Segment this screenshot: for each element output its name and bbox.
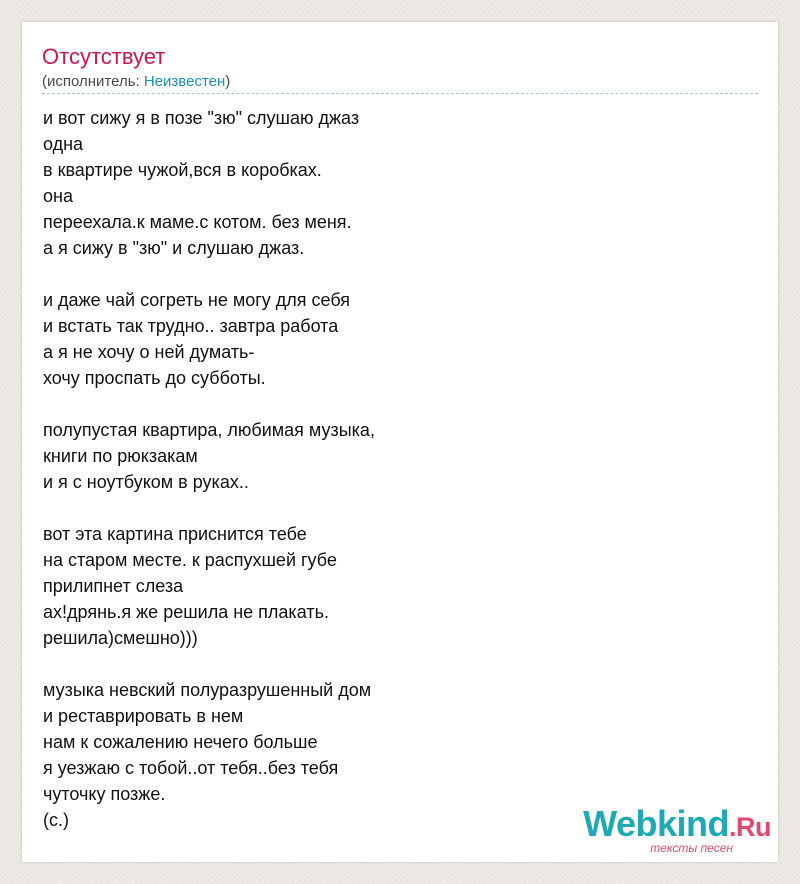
artist-line [42,73,230,91]
artist-suffix: ) [225,73,231,90]
divider [42,93,758,94]
lyrics-text: и вот сижу я в позе "зю" слушаю джаз одна в квартире чужой,вся в коробках. она переехала.к маме.с котом. без меня. а я сижу в "зю" и слушаю джаз. и даже чай согреть не могу для себя и встать так трудно.. завтра работа а я не хочу о ней думать- хочу проспать до субботы. полупустая квартира, любимая музыка, книги по рюкзакам и я с ноутбуком в руках.. вот эта картина приснится тебе на старом месте. к распухшей губе прилипнет слеза ах!дрянь.я же решила не плакать. решила)смешно))) музыка невский полуразрушенный дом и реставрировать в нем нам к сожалению нечего больше я уезжаю с тобой..от тебя..без тебя чуточку позже. (с.) [43,108,375,830]
logo-tld: .Ru [729,812,771,842]
artist-link[interactable]: Неизвестен [143,73,226,90]
artist-prefix: (исполнитель: [42,73,144,90]
song-title: Отсутствует [42,44,166,69]
lyrics-card [22,22,778,862]
webkind-logo[interactable] [581,804,771,860]
logo-name: Webkind [583,803,729,844]
logo-tagline: тексты песен [650,841,733,855]
